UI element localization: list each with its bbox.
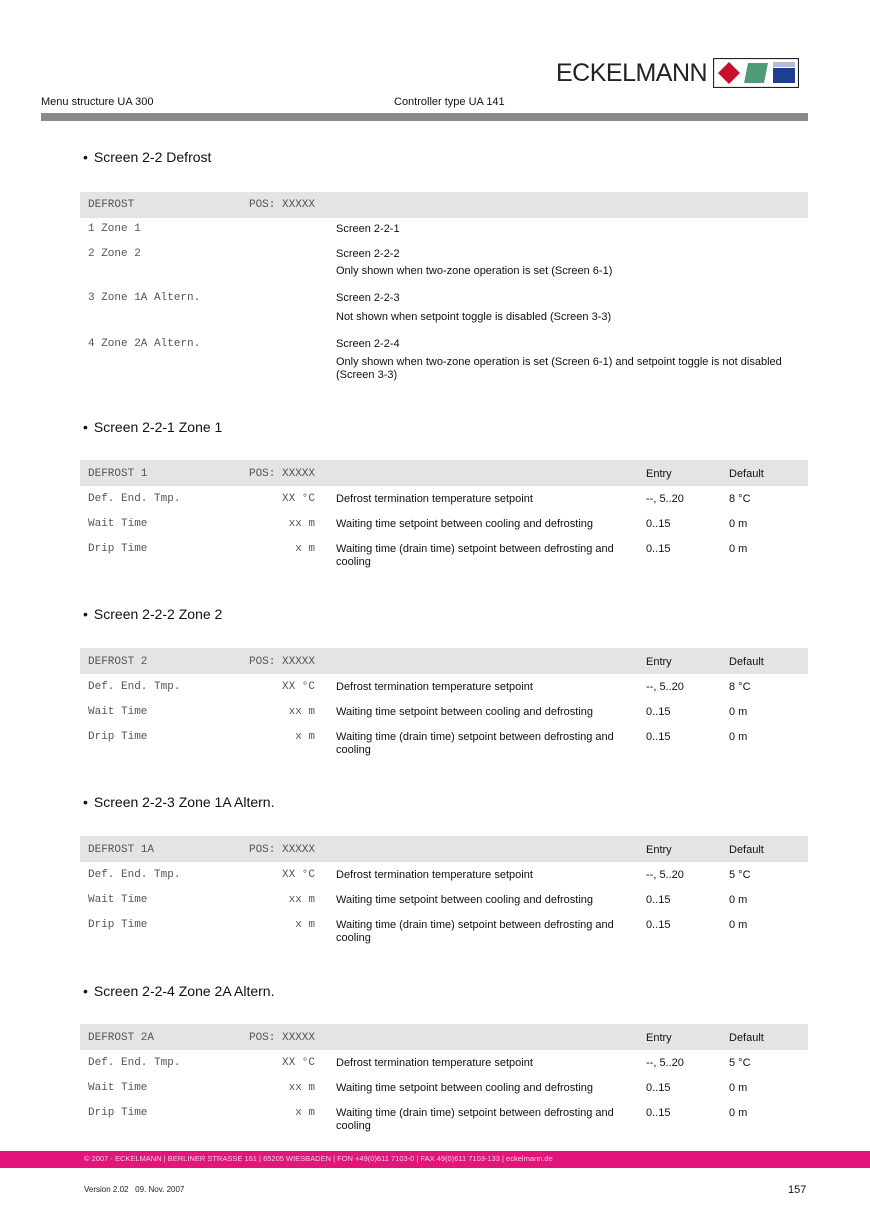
row-entry: 0..15: [646, 1082, 671, 1094]
row-default: 0 m: [729, 543, 748, 555]
row-note: Only shown when two-zone operation is set (Screen 6-1) and setpoint toggle is not disabled (Screen 3-3): [336, 356, 782, 381]
header-entry: Entry: [646, 468, 672, 480]
row-default: 0 m: [729, 1107, 748, 1119]
row-description: Waiting time (drain time) setpoint between defrosting and cooling: [336, 731, 614, 756]
section-title: • Screen 2-2-4 Zone 2A Altern.: [83, 983, 275, 999]
row-value: XX °C: [281, 493, 315, 505]
row-description: Waiting time setpoint between cooling and defrosting: [336, 706, 594, 718]
row-entry: 0..15: [646, 731, 671, 743]
header-name: DEFROST 1A: [88, 844, 155, 856]
section-title-text: Screen 2-2-4 Zone 2A Altern.: [93, 983, 275, 999]
section-title: • Screen 2-2 Defrost: [83, 149, 212, 165]
row-ref: Screen 2-2-2: [336, 248, 400, 260]
row-ref: Screen 2-2-1: [336, 223, 400, 235]
row-name: Drip Time: [88, 919, 148, 931]
section-title-text: Screen 2-2-3 Zone 1A Altern.: [93, 794, 275, 810]
row-description: Waiting time (drain time) setpoint between defrosting and cooling: [336, 919, 614, 944]
row-name: 1 Zone 1: [88, 223, 141, 235]
row-entry: 0..15: [646, 518, 671, 530]
table-header: [80, 1024, 808, 1050]
header-entry: Entry: [646, 1032, 672, 1044]
header-left: Menu structure UA 300: [41, 96, 154, 108]
row-default: 5 °C: [729, 1057, 751, 1069]
row-name: Def. End. Tmp.: [88, 869, 181, 881]
header-name: DEFROST 2: [88, 656, 148, 668]
row-default: 0 m: [729, 706, 748, 718]
header-pos: POS: XXXXX: [248, 199, 315, 211]
row-default: 0 m: [729, 894, 748, 906]
header-center: Controller type UA 141: [394, 96, 505, 108]
row-entry: 0..15: [646, 706, 671, 718]
row-entry: --, 5..20: [646, 493, 684, 505]
version-date: Version 2.02 09. Nov. 2007: [84, 1185, 185, 1194]
row-value: xx m: [288, 894, 315, 906]
row-name: 3 Zone 1A Altern.: [88, 292, 201, 304]
row-description: Waiting time (drain time) setpoint between defrosting and cooling: [336, 1107, 614, 1132]
row-description: Waiting time setpoint between cooling and defrosting: [336, 894, 594, 906]
logo-text: ECKELMANN: [556, 58, 708, 87]
row-description: Defrost termination temperature setpoint: [336, 493, 533, 505]
row-value: xx m: [288, 1082, 315, 1094]
row-entry: --, 5..20: [646, 1057, 684, 1069]
header-name: DEFROST 1: [88, 468, 148, 480]
section-title-text: Screen 2-2-2 Zone 2: [93, 606, 223, 622]
row-note: Only shown when two-zone operation is set (Screen 6-1): [336, 265, 613, 277]
row-name: 4 Zone 2A Altern.: [88, 338, 201, 350]
row-value: xx m: [288, 518, 315, 530]
row-value: xx m: [288, 706, 315, 718]
section-title-text: Screen 2-2 Defrost: [93, 149, 212, 165]
row-name: Wait Time: [88, 1082, 148, 1094]
header-default: Default: [729, 656, 764, 668]
row-name: Def. End. Tmp.: [88, 681, 181, 693]
row-default: 0 m: [729, 919, 748, 931]
header-default: Default: [729, 844, 764, 856]
header-pos: POS: XXXXX: [248, 844, 315, 856]
row-description: Waiting time (drain time) setpoint between defrosting and cooling: [336, 543, 614, 568]
row-description: Defrost termination temperature setpoint: [336, 681, 533, 693]
header-entry: Entry: [646, 656, 672, 668]
header-name: DEFROST 2A: [88, 1032, 155, 1044]
table-header: [80, 460, 808, 486]
row-name: Drip Time: [88, 1107, 148, 1119]
row-name: Drip Time: [88, 731, 148, 743]
header-pos: POS: XXXXX: [248, 468, 315, 480]
header-pos: POS: XXXXX: [248, 656, 315, 668]
header-name: DEFROST: [88, 199, 135, 211]
section-title: • Screen 2-2-2 Zone 2: [83, 606, 223, 622]
header-default: Default: [729, 1032, 764, 1044]
row-default: 5 °C: [729, 869, 751, 881]
row-name: Def. End. Tmp.: [88, 493, 181, 505]
row-note: Not shown when setpoint toggle is disabled (Screen 3-3): [336, 311, 612, 323]
footer-bar: [0, 1151, 870, 1168]
row-entry: --, 5..20: [646, 869, 684, 881]
section-title: • Screen 2-2-1 Zone 1: [83, 419, 223, 435]
row-default: 8 °C: [729, 493, 751, 505]
row-description: Defrost termination temperature setpoint: [336, 1057, 533, 1069]
row-entry: 0..15: [646, 543, 671, 555]
row-value: x m: [295, 543, 315, 555]
row-default: 0 m: [729, 731, 748, 743]
row-value: XX °C: [281, 1057, 315, 1069]
row-ref: Screen 2-2-4: [336, 338, 400, 350]
row-entry: 0..15: [646, 919, 671, 931]
row-name: Def. End. Tmp.: [88, 1057, 181, 1069]
section-title-text: Screen 2-2-1 Zone 1: [93, 419, 223, 435]
row-name: Wait Time: [88, 518, 148, 530]
row-value: x m: [295, 919, 315, 931]
logo-mark-icon: [713, 58, 799, 88]
table-header: [80, 836, 808, 862]
row-value: x m: [295, 731, 315, 743]
row-value: XX °C: [281, 869, 315, 881]
page-number: 157: [788, 1184, 807, 1196]
header-default: Default: [729, 468, 764, 480]
row-default: 0 m: [729, 518, 748, 530]
row-default: 8 °C: [729, 681, 751, 693]
table-header: [80, 192, 808, 218]
row-description: Defrost termination temperature setpoint: [336, 869, 533, 881]
section-title: • Screen 2-2-3 Zone 1A Altern.: [83, 794, 275, 810]
row-name: Wait Time: [88, 706, 148, 718]
row-value: XX °C: [281, 681, 315, 693]
row-description: Waiting time setpoint between cooling and defrosting: [336, 518, 594, 530]
row-entry: --, 5..20: [646, 681, 684, 693]
table-header: [80, 648, 808, 674]
row-entry: 0..15: [646, 894, 671, 906]
row-entry: 0..15: [646, 1107, 671, 1119]
row-ref: Screen 2-2-3: [336, 292, 400, 304]
row-name: Wait Time: [88, 894, 148, 906]
footer-contact: © 2007 - ECKELMANN | BERLINER STRASSE 161 | 65205 WIESBADEN | FON +49(0)611 7103-0 | FAX 49(0)611 7103-133 | eckelmann.de: [84, 1154, 553, 1163]
row-value: x m: [295, 1107, 315, 1119]
row-name: Drip Time: [88, 543, 148, 555]
row-default: 0 m: [729, 1082, 748, 1094]
row-name: 2 Zone 2: [88, 248, 141, 260]
row-description: Waiting time setpoint between cooling and defrosting: [336, 1082, 594, 1094]
header-entry: Entry: [646, 844, 672, 856]
eckelmann-logo: [556, 58, 799, 88]
header-bar: [41, 113, 808, 121]
header-pos: POS: XXXXX: [248, 1032, 315, 1044]
